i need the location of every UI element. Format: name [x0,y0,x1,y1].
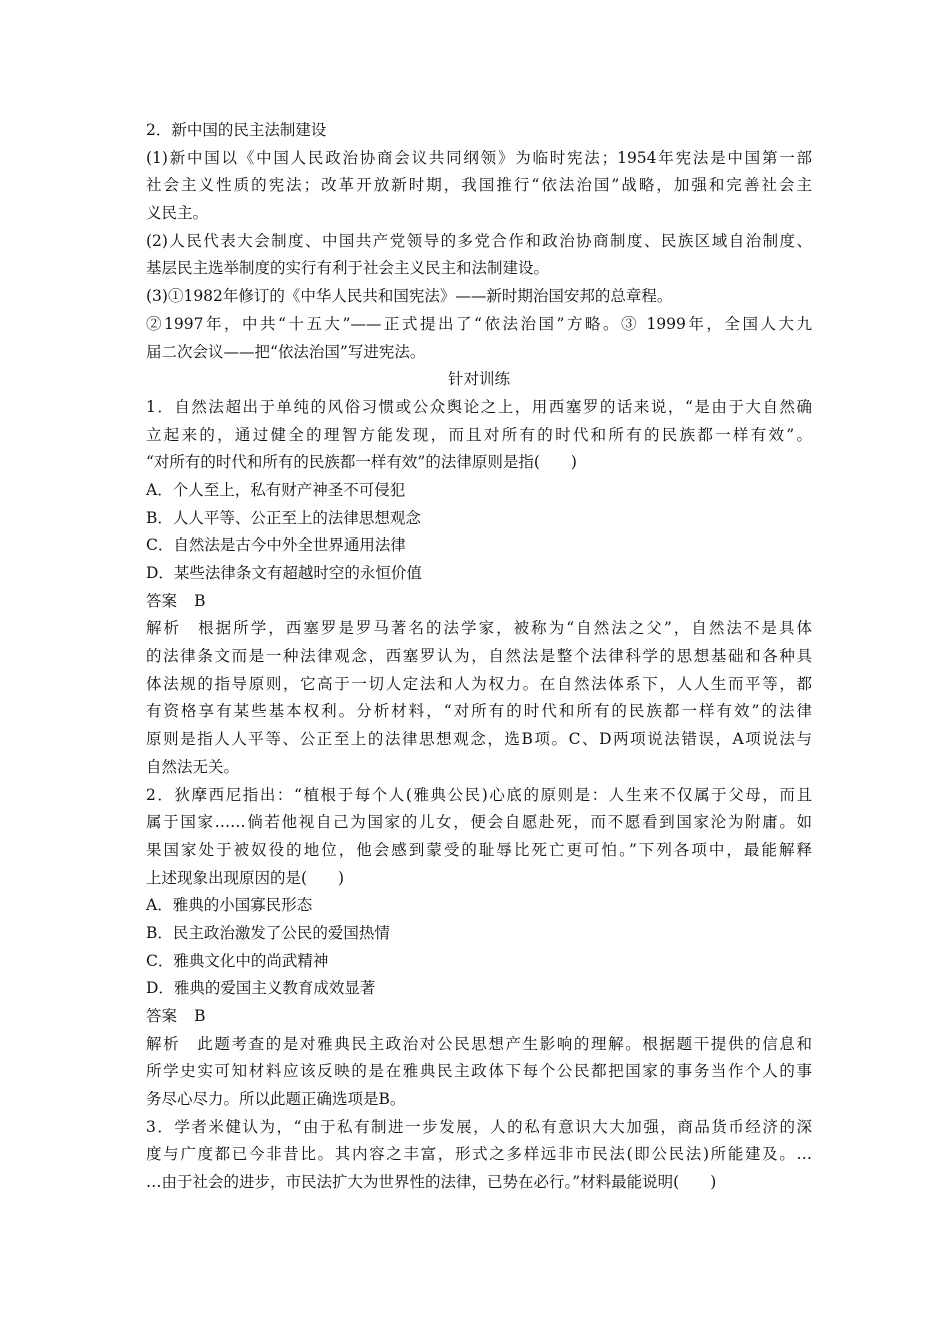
q3-stem-line-3: …由于社会的进步，市民法扩大为世界性的法律，已势在必行。”材料最能说明( ) [146,1173,717,1192]
q1-analysis-line-3: 体法规的指导原则，它高于一切人定法和人为权力。在自然法体系下，人人生而平等，都 [146,674,812,693]
q2-analysis-line-3: 务尽心尽力。所以此题正确选项是B。 [146,1090,406,1109]
q1-analysis-line-4: 有资格享有某些基本权利。分析材料，“对所有的时代和所有的民族都一样有效”的法律 [146,702,812,721]
q1-analysis-line-5: 原则是指人人平等、公正至上的法律思想观念，选B项。C、D两项说法错误，A项说法与 [146,730,812,749]
q2-analysis-line-1 [146,1031,812,1059]
q1-stem-line-3: “对所有的时代和所有的民族都一样有效”的法律原则是指( ) [146,453,577,472]
q1-answer-label: 答案 [146,591,178,610]
q2-option-b: B．民主政治激发了公民的爱国热情 [146,923,390,942]
q1-stem-line-2: 立起来的，通过健全的理智方能发现，而且对所有的时代和所有的民族都一样有效”。 [146,425,812,444]
q1-analysis-line-2: 的法律条文而是一种法律观念，西塞罗认为，自然法是整个法律科学的思想基础和各种具 [146,647,812,666]
q3-stem-line-1: 3．学者米健认为，“由于私有制进一步发展，人的私有意识大大加强，商品货币经济的深 [146,1117,812,1136]
q2-stem-line-4: 上述现象出现原因的是( ) [146,868,345,887]
paragraph-3-line-1: (3)①1982年修订的《中华人民共和国宪法》——新时期治国安邦的总章程。 [146,287,673,306]
paragraph-2-line-2: 基层民主选举制度的实行有利于社会主义民主和法制建设。 [146,259,550,278]
paragraph-3-line-3: 届二次会议——把“依法治国”写进宪法。 [146,342,426,361]
paragraph-1-line-2: 社会主义性质的宪法；改革开放新时期，我国推行“依法治国”战略，加强和完善社会主 [146,176,812,195]
q1-answer [146,588,812,616]
q2-option-d: D．雅典的爱国主义教育成效显著 [146,979,376,998]
q1-option-a: A．个人至上，私有财产神圣不可侵犯 [146,480,406,499]
document-page [146,117,812,1197]
practice-title: 针对训练 [447,370,510,389]
paragraph-1-line-3: 义民主。 [146,204,209,223]
q2-stem-line-3: 果国家处于被奴役的地位，他会感到蒙受的耻辱比死亡更可怕。”下列各项中，最能解释 [146,840,812,859]
q2-stem-line-2: 属于国家……倘若他视自己为国家的儿女，便会自愿赴死，而不愿看到国家沦为附庸。如 [146,813,812,832]
q1-answer-value: B [194,591,206,610]
q1-analysis-label: 解析 [146,619,182,638]
q1-stem-line-1: 1．自然法超出于单纯的风俗习惯或公众舆论之上，用西塞罗的话来说，“是由于大自然确 [146,397,812,416]
q2-answer [146,1003,812,1031]
q1-option-b: B．人人平等、公正至上的法律思想观念 [146,508,421,527]
q1-analysis-text-1: 根据所学，西塞罗是罗马著名的法学家，被称为“自然法之父”，自然法不是具体 [198,619,812,638]
paragraph-3-line-2: ②1997年，中共“十五大”——正式提出了“依法治国”方略。③ 1999年，全国人大九 [146,314,812,333]
q2-answer-label: 答案 [146,1007,178,1025]
q3-stem-line-2: 度与广度都已今非昔比。其内容之丰富，形式之多样远非市民法(即公民法)所能建及。… [146,1145,812,1164]
q2-analysis-label: 解析 [146,1034,181,1053]
q1-analysis-line-1 [146,615,812,643]
q1-option-d: D．某些法律条文有超越时空的永恒价值 [146,564,422,582]
q1-option-c: C．自然法是古今中外全世界通用法律 [146,536,406,555]
q2-option-c: C．雅典文化中的尚武精神 [146,951,329,970]
paragraph-1-line-1: (1)新中国以《中国人民政治协商会议共同纲领》为临时宪法；1954年宪法是中国第一部 [146,148,812,167]
q2-analysis-line-2: 所学史实可知材料应该反映的是在雅典民主政体下每个公民都把国家的事务当作个人的事 [146,1062,812,1081]
q2-stem-line-1: 2．狄摩西尼指出：“植根于每个人(雅典公民)心底的原则是：人生来不仅属于父母，而且 [146,785,812,804]
q2-analysis-text-1: 此题考查的是对雅典民主政治对公民思想产生影响的理解。根据题干提供的信息和 [197,1034,812,1053]
paragraph-2-line-1: (2)人民代表大会制度、中国共产党领导的多党合作和政治协商制度、民族区域自治制度、 [146,231,812,250]
q2-answer-value: B [194,1007,206,1025]
q2-option-a: A．雅典的小国寡民形态 [146,896,313,915]
section-heading: 2．新中国的民主法制建设 [146,121,327,139]
q1-analysis-line-6: 自然法无关。 [146,757,240,776]
